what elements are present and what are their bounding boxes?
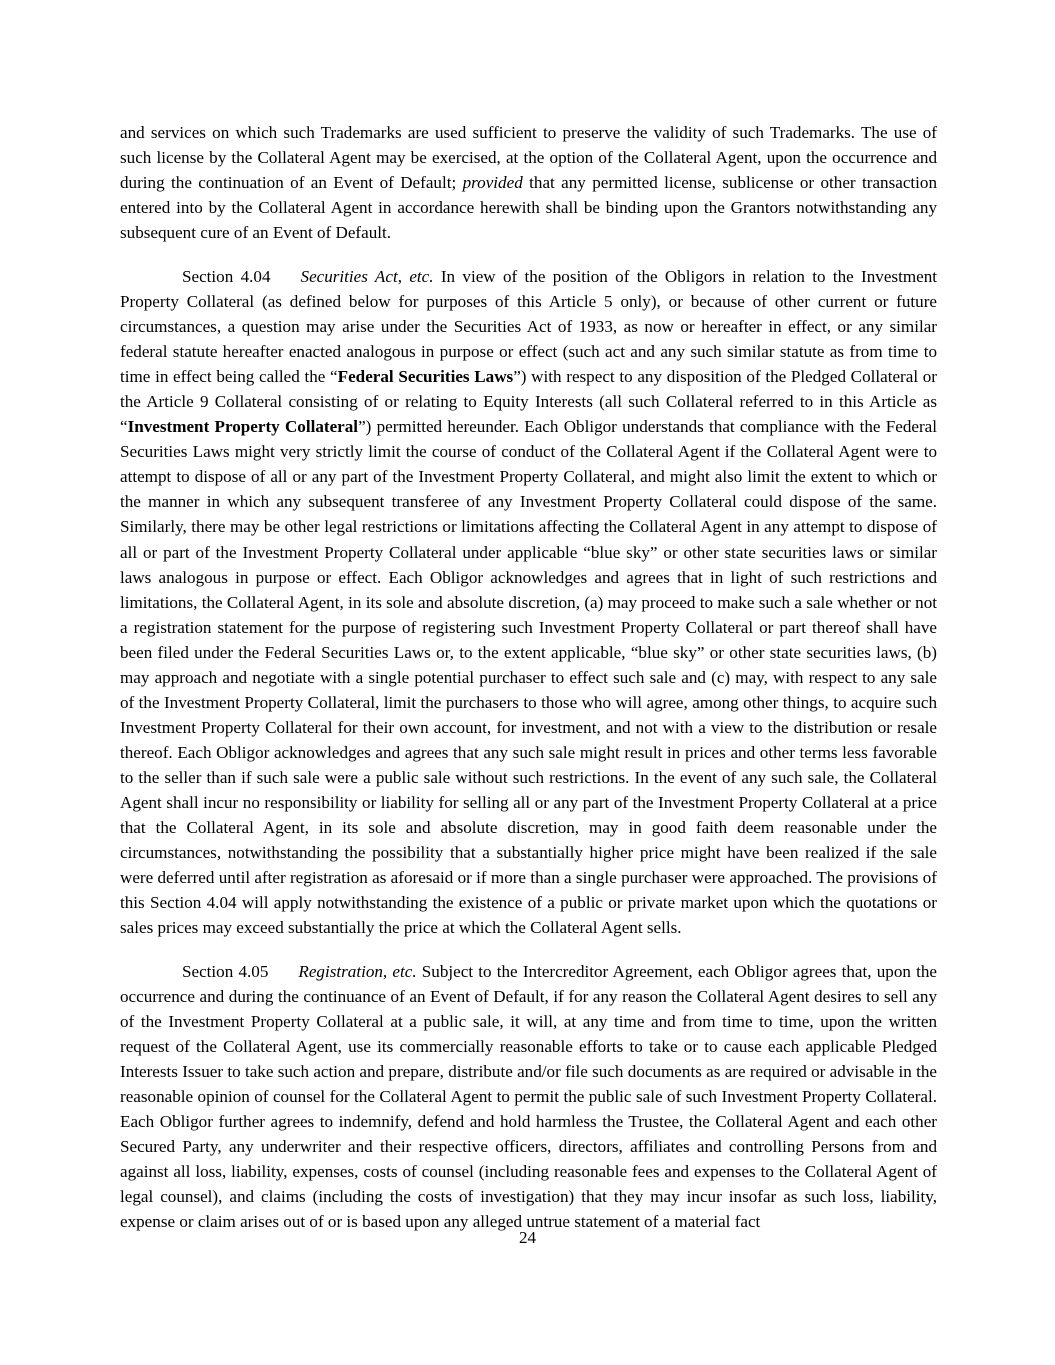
text-run: Subject to the Intercreditor Agreement, each Obligor agrees that, upon the occurrence and during the continuance of an Event of Default, if for any reason the Collateral Agent desires to sell any of the Investment Property Collateral at a public sale, it will, at any time and from time to time, upon the written request of the Collateral Agent, use its commercially reasonable efforts to take or to cause each applicable Pledged Interests Issuer to take such action and prepare, distribute and/or file such documents as are required or advisable in the reasonable opinion of counsel for the Collateral Agent to permit the public sale of such Investment Property Collateral. Each Obligor further agrees to indemnify, defend and hold harmless the Trustee, the Collateral Agent and each other Secured Party, any underwriter and their respective officers, directors, affiliates and controlling Persons from and against all loss, liability, expenses, costs of counsel (including reasonable fees and expenses to the Collateral Agent of legal counsel), and claims (including the costs of investigation) that they may incur insofar as such loss, liability, expense or claim arises out of or is based upon any alleged untrue statement of a material fact [120, 962, 937, 1232]
text-run: , [397, 267, 410, 287]
text-run: and services on which such Trademarks are used sufficient to preserve the validity of such Trademarks. The use of such license by the Collateral Agent may be exercised, at the option of the Collateral Agent, upon the occurrence and during the continuation of an Event of Default; [120, 123, 937, 193]
italic-run: provided [462, 173, 523, 193]
italic-run: Securities Act [300, 267, 398, 287]
paragraph [120, 959, 937, 1234]
text-run: ”) permitted hereunder. Each Obligor understands that compliance with the Federal Securities Laws might very strictly limit the course of conduct of the Collateral Agent if the Collateral Agent were to attempt to dispose of all or any part of the Investment Property Collateral, and might also limit the extent to which or the manner in which any subsequent transferee of any Investment Property Collateral could dispose of the same. Similarly, there may be other legal restrictions or limitations affecting the Collateral Agent in any attempt to dispose of all or part of the Investment Property Collateral under applicable “blue sky” or other state securities laws or similar laws analogous in purpose or effect. Each Obligor acknowledges and agrees that in light of such restrictions and limitations, the Collateral Agent, in its sole and absolute discretion, (a) may proceed to make such a sale whether or not a registration statement for the purpose of registering such Investment Property Collateral or part thereof shall have been filed under the Federal Securities Laws or, to the extent applicable, “blue sky” or other state securities laws, (b) may approach and negotiate with a single potential purchaser to effect such sale and (c) may, with respect to any sale of the Investment Property Collateral, limit the purchasers to those who will agree, among other things, to acquire such Investment Property Collateral for their own account, for investment, and not with a view to the distribution or resale thereof. Each Obligor acknowledges and agrees that any such sale might result in prices and other terms less favorable to the seller than if such sale were a public sale without such restrictions. In the event of any such sale, the Collateral Agent shall incur no responsibility or liability for selling all or any part of the Investment Property Collateral at a price that the Collateral Agent, in its sole and absolute discretion, may in good faith deem reasonable under the circumstances, notwithstanding the possibility that a substantially higher price might have been realized if the sale were deferred until after registration as aforesaid or if more than a single purchaser were approached. The provisions of this Section 4.04 will apply notwithstanding the existence of a public or private market upon which the quotations or sales prices may exceed substantially the price at which the Collateral Agent sells. [120, 417, 937, 937]
italic-run: etc. [409, 267, 434, 287]
paragraph [120, 120, 937, 245]
italic-run: Registration [298, 962, 383, 981]
defined-term: Federal Securities Laws [337, 367, 514, 387]
text-run: In view of the position of the Obligors in relation to the Investment Property Collateral (as defined below for purposes of this Article 5 only), or because of other current or future circumstances, a question may arise under the Securities Act of 1933, as now or hereafter in effect, or any similar federal statute hereafter enacted analogous in purpose or effect (such act and any such similar statute as from time to time in effect being called the “ [120, 267, 937, 387]
text-run: ”) with respect to any disposition of the Pledged Collateral or the Article 9 Collateral consisting of or relating to Equity Interests (all such Collateral referred to in this Article as “ [120, 367, 938, 437]
page-number: 24 [518, 1228, 537, 1247]
text-run: that any permitted license, sublicense or other transaction entered into by the Collateral Agent in accordance herewith shall be binding upon the Grantors notwithstanding any subsequent cure of an Event of Default. [120, 173, 937, 243]
text-run: Section 4.04 [182, 267, 271, 287]
defined-term: Investment Property Collateral [127, 417, 359, 437]
document-body [120, 120, 937, 1234]
paragraph [120, 264, 937, 940]
text-run: Section 4.05 [182, 962, 269, 981]
italic-run: etc. [392, 962, 417, 981]
text-run: , [382, 962, 393, 981]
